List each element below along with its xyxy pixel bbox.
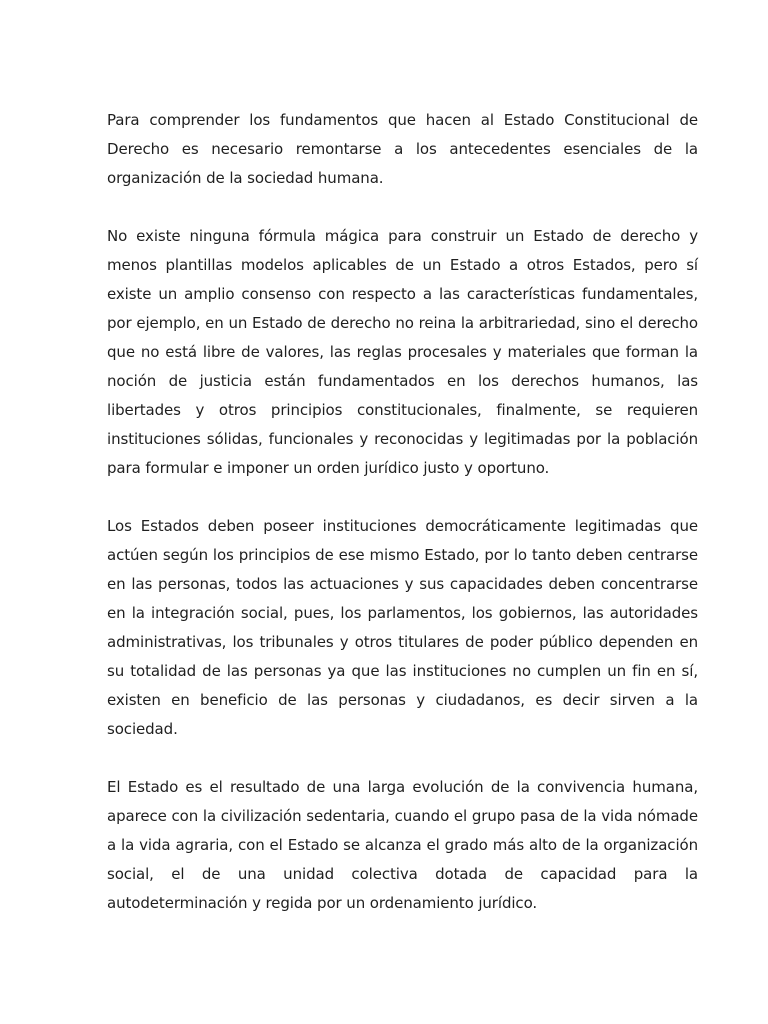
paragraph-4: El Estado es el resultado de una larga evolución de la convivencia humana, aparece con la civilización sedentaria, cuando el grupo pasa de la vida nómade a la vida agraria, con el Estado se alcanza el grado más alto de la organización social, el de una unidad colectiva dotada de capacidad para la autodeterminación y regida por un ordenamiento jurídico. <box>107 778 698 912</box>
paragraph-2: No existe ninguna fórmula mágica para construir un Estado de derecho y menos plantillas modelos aplicables de un Estado a otros Estados, pero sí existe un amplio consenso con respecto a las características fundamentales, por ejemplo, en un Estado de derecho no reina la arbitrariedad, sino el derecho que no está libre de valores, las reglas procesales y materiales que forman la noción de justicia están fundamentados en los derechos humanos, las libertades y otros principios constitucionales, finalmente, se requieren instituciones sólidas, funcionales y reconocidas y legitimadas por la población para formular e imponer un orden jurídico justo y oportuno. <box>107 227 698 477</box>
document-body <box>107 106 698 918</box>
paragraph-1: Para comprender los fundamentos que hacen al Estado Constitucional de Derecho es necesario remontarse a los antecedentes esenciales de la organización de la sociedad humana. <box>107 111 698 187</box>
paragraph-3: Los Estados deben poseer instituciones democráticamente legitimadas que actúen según los principios de ese mismo Estado, por lo tanto deben centrarse en las personas, todos las actuaciones y sus capacidades deben concentrarse en la integración social, pues, los parlamentos, los gobiernos, las autoridades administrativas, los tribunales y otros titulares de poder público dependen en su totalidad de las personas ya que las instituciones no cumplen un fin en sí, existen en beneficio de las personas y ciudadanos, es decir sirven a la sociedad. <box>107 517 698 738</box>
